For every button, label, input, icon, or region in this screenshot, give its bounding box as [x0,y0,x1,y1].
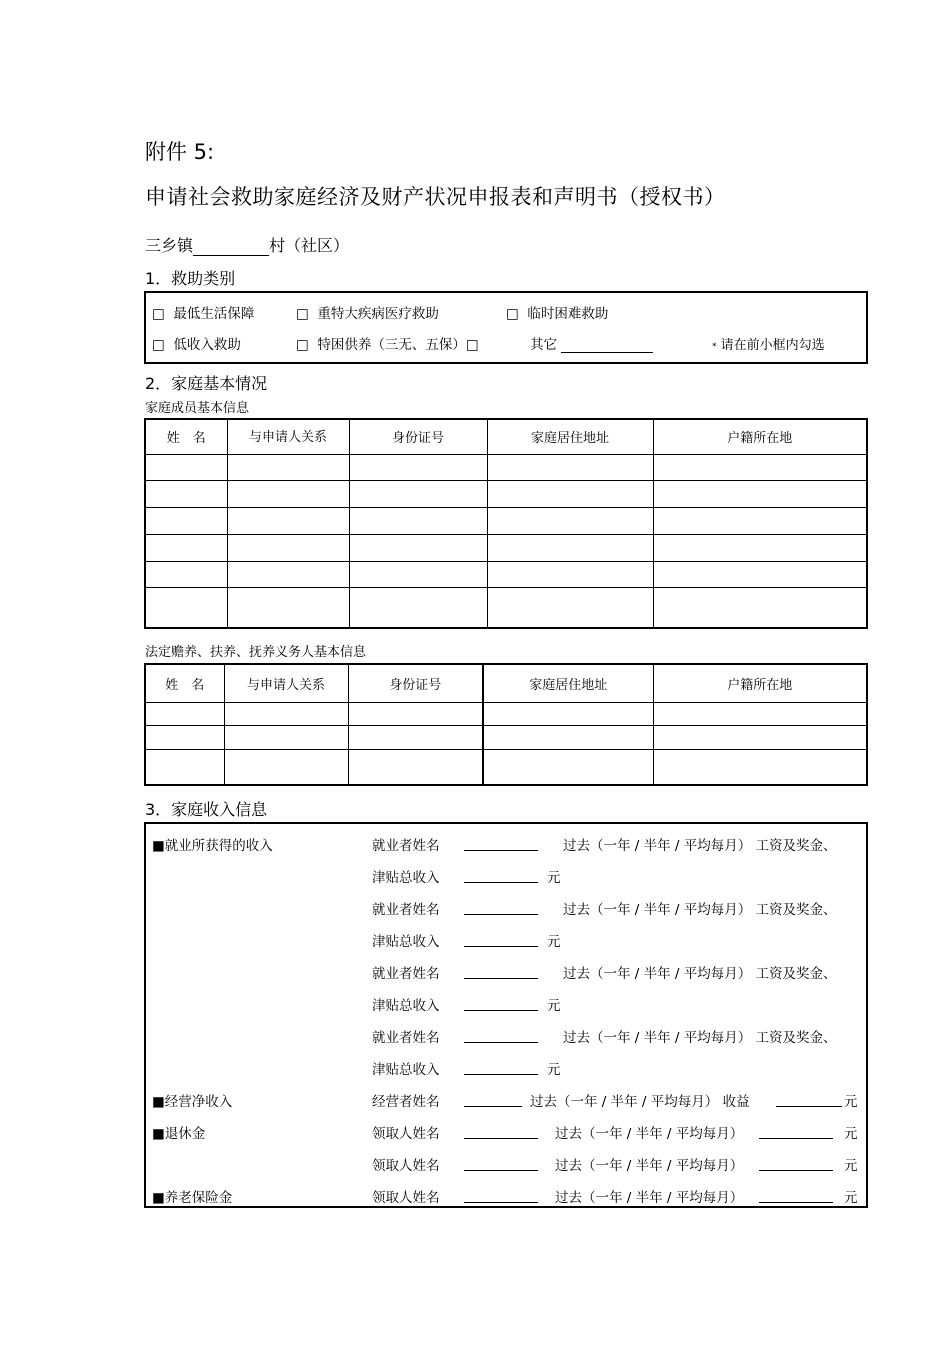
members-caption: 家庭成员基本信息 [145,401,250,416]
option-major-illness[interactable]: □ 重特大疾病医疗救助 [296,306,439,322]
option-special-support[interactable]: □ 特困供养（三无、五保）□ [296,337,479,353]
table-row [145,481,867,508]
recipient-name-field[interactable] [464,1188,538,1203]
allowance-total-label: 津贴总收入 [372,934,440,950]
section1-heading: 1．救助类别 [145,269,236,288]
retirement-label: ■退休金 [152,1126,206,1142]
employment-period: 过去（一年 / 半年 / 平均每月） 工资及奖金、 [563,1030,837,1046]
employee-name-field[interactable] [464,900,538,915]
unit-label: 元 [844,1190,858,1206]
employment-period: 过去（一年 / 半年 / 平均每月） 工资及奖金、 [563,966,837,982]
col-header-address: 家庭居住地址 [487,419,653,454]
cell[interactable] [653,702,867,726]
col-header-relation: 与申请人关系 [227,419,349,454]
pension-label: ■养老保险金 [152,1190,233,1206]
col-header-name: 姓 名 [145,419,227,454]
other-field[interactable] [561,338,653,353]
recipient-name-label: 领取人姓名 [372,1126,440,1142]
dependents-caption: 法定赡养、扶养、抚养义务人基本信息 [145,645,367,660]
cell[interactable] [487,534,653,561]
col-header-registration: 户籍所在地 [653,419,867,454]
town-label: 三乡镇 [145,236,194,255]
cell[interactable] [487,561,653,588]
table-row [145,508,867,535]
section2-heading: 2．家庭基本情况 [145,374,268,393]
checkbox-icon[interactable]: □ [506,306,519,322]
employment-row: 就业者姓名 [372,966,440,982]
option-low-income[interactable]: □ 低收入救助 [152,337,241,353]
cell[interactable] [145,454,227,481]
checkbox-icon[interactable]: □ [296,306,309,322]
cell[interactable] [487,481,653,508]
cell[interactable] [224,702,348,726]
unit-label: 元 [844,1158,858,1174]
option-minimum-living[interactable]: □ 最低生活保障 [152,306,255,322]
village-suffix: 村（社区） [269,236,350,255]
unit-label: 元 [547,934,561,950]
unit-label: 元 [844,1126,858,1142]
table-row [145,702,867,726]
cell[interactable] [653,508,867,535]
unit-label: 元 [547,1062,561,1078]
allowance-total-field[interactable] [464,1060,538,1075]
table-row [145,534,867,561]
household-members-table [144,418,868,629]
table-row [145,726,867,750]
cell[interactable] [653,454,867,481]
cell[interactable] [653,534,867,561]
cell[interactable] [145,702,224,726]
cell[interactable] [349,534,487,561]
assistance-category-box [144,291,868,364]
checkbox-icon[interactable]: □ [152,337,165,353]
employment-row: 就业者姓名 [372,838,440,854]
cell[interactable] [653,726,867,750]
allowance-total-field[interactable] [464,996,538,1011]
cell[interactable] [145,561,227,588]
cell[interactable] [224,726,348,750]
option-temporary-hardship[interactable]: □ 临时困难救助 [506,306,609,322]
cell[interactable] [348,702,483,726]
cell[interactable] [145,749,224,785]
col-header-name: 姓 名 [145,664,224,702]
cell[interactable] [145,508,227,535]
table-row [145,749,867,785]
operator-name-label: 经营者姓名 [372,1094,440,1110]
cell[interactable] [224,749,348,785]
cell[interactable] [487,454,653,481]
income-box [144,822,868,1208]
cell[interactable] [227,508,349,535]
cell[interactable] [227,588,349,628]
retirement-period: 过去（一年 / 半年 / 平均每月） [555,1158,744,1174]
cell[interactable] [349,561,487,588]
allowance-total-field[interactable] [464,932,538,947]
dependents-table [144,663,868,786]
cell[interactable] [487,508,653,535]
section3-heading: 3．家庭收入信息 [145,800,268,819]
cell[interactable] [227,481,349,508]
employment-row: 就业者姓名 [372,902,440,918]
employment-period: 过去（一年 / 半年 / 平均每月） 工资及奖金、 [563,838,837,854]
recipient-name-field[interactable] [464,1124,538,1139]
cell[interactable] [653,588,867,628]
checkbox-icon[interactable]: □ [465,337,479,353]
unit-label: 元 [547,870,561,886]
recipient-name-label: 领取人姓名 [372,1190,440,1206]
recipient-name-field[interactable] [464,1156,538,1171]
table-header-row [145,664,867,702]
option-other[interactable]: 其它 [530,333,653,353]
cell[interactable] [227,534,349,561]
cell[interactable] [653,561,867,588]
table-header-row [145,419,867,454]
employee-name-field[interactable] [464,964,538,979]
village-line [145,233,349,256]
employment-row: 就业者姓名 [372,1030,440,1046]
allowance-total-label: 津贴总收入 [372,998,440,1014]
cell[interactable] [487,588,653,628]
cell[interactable] [227,561,349,588]
cell[interactable] [483,726,653,750]
employment-period: 过去（一年 / 半年 / 平均每月） 工资及奖金、 [563,902,837,918]
checkbox-icon[interactable]: □ [296,337,309,353]
pension-amount-field[interactable] [759,1188,833,1203]
employment-income-label: ■就业所获得的收入 [152,838,273,854]
cell[interactable] [653,749,867,785]
retirement-period: 过去（一年 / 半年 / 平均每月） [555,1126,744,1142]
cell[interactable] [483,702,653,726]
village-name-field[interactable] [193,239,269,256]
retirement-amount-field[interactable] [759,1156,833,1171]
cell[interactable] [348,749,483,785]
cell[interactable] [483,749,653,785]
cell[interactable] [348,726,483,750]
unit-label: 元 [547,998,561,1014]
cell[interactable] [349,454,487,481]
business-amount-field[interactable] [776,1092,842,1107]
employee-name-field[interactable] [464,836,538,851]
cell[interactable] [145,534,227,561]
attachment-label: 附件 5: [145,140,215,164]
table-row [145,454,867,481]
operator-name-field[interactable] [464,1092,522,1107]
cell[interactable] [145,481,227,508]
cell[interactable] [349,588,487,628]
cell[interactable] [653,481,867,508]
col-header-id: 身份证号 [349,419,487,454]
col-header-id: 身份证号 [348,664,483,702]
cell[interactable] [145,726,224,750]
cell[interactable] [349,508,487,535]
col-header-address: 家庭居住地址 [483,664,653,702]
unit-label: 元 [844,1094,858,1110]
allowance-total-label: 津贴总收入 [372,870,440,886]
col-header-registration: 户籍所在地 [653,664,867,702]
form-title: 申请社会救助家庭经济及财产状况申报表和声明书（授权书） [145,185,726,209]
cell[interactable] [349,481,487,508]
recipient-name-label: 领取人姓名 [372,1158,440,1174]
table-row [145,588,867,628]
checkbox-icon[interactable]: □ [152,306,165,322]
cell[interactable] [145,588,227,628]
employee-name-field[interactable] [464,1028,538,1043]
check-instruction: * 请在前小框内勾选 [712,338,825,353]
pension-period: 过去（一年 / 半年 / 平均每月） [555,1190,744,1206]
business-income-label: ■经营净收入 [152,1094,233,1110]
allowance-total-label: 津贴总收入 [372,1062,440,1078]
allowance-total-field[interactable] [464,868,538,883]
business-period: 过去（一年 / 半年 / 平均每月） 收益 [530,1094,750,1110]
cell[interactable] [227,454,349,481]
table-row [145,561,867,588]
col-header-relation: 与申请人关系 [224,664,348,702]
retirement-amount-field[interactable] [759,1124,833,1139]
